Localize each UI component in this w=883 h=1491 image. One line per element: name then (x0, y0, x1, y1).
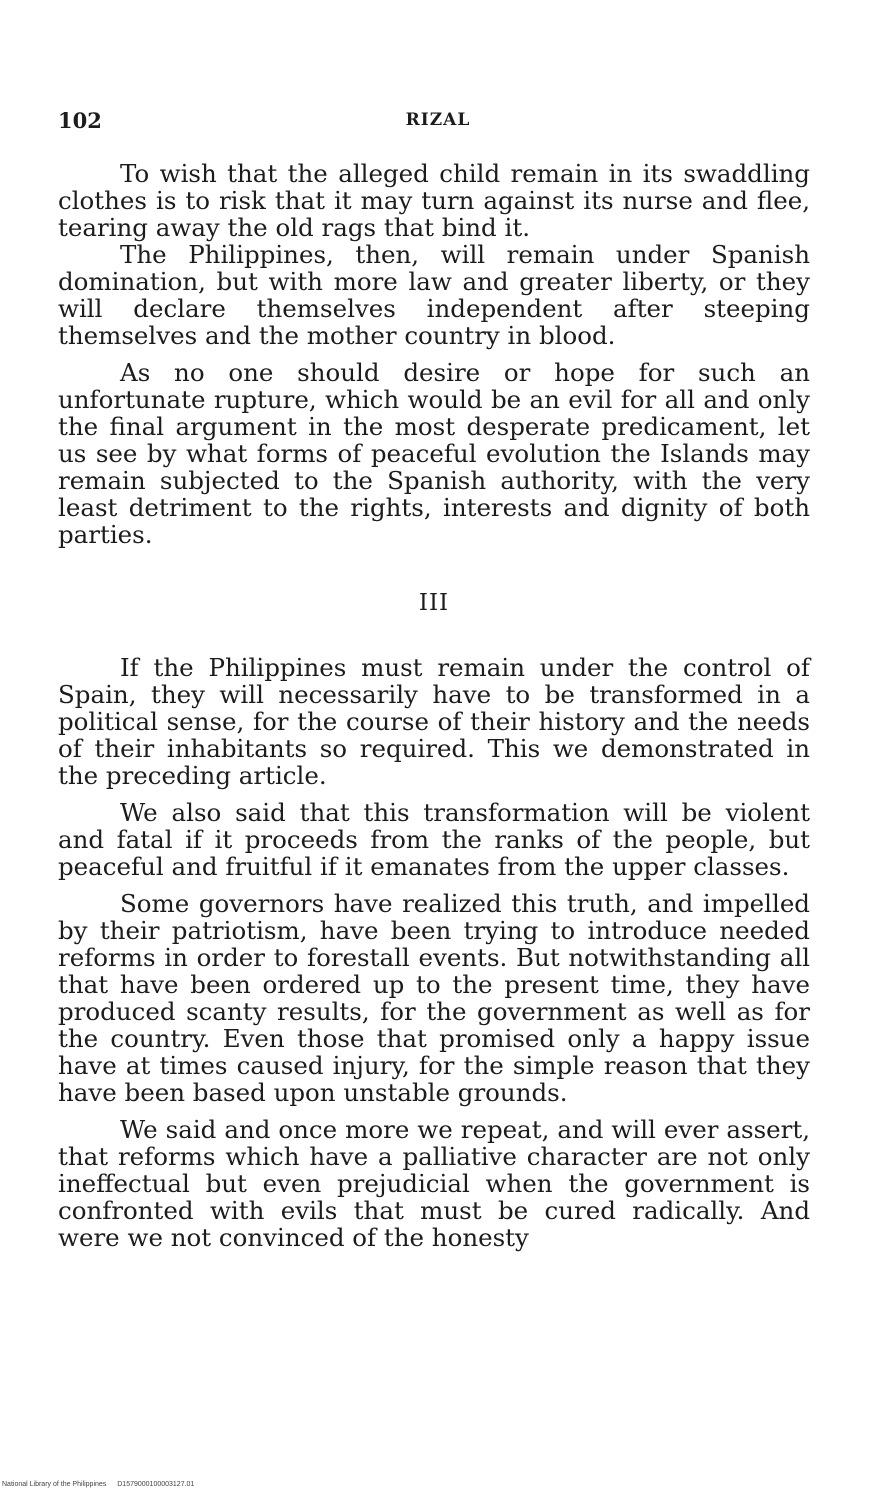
body-text (58, 160, 810, 1251)
scan-footer (2, 1481, 194, 1488)
section-heading: III (418, 590, 450, 616)
running-head: RIZAL (405, 110, 471, 130)
paragraph: Some governors have realized this truth, and impelled by their patriotism, have been trying to introduce needed reforms in order to forestall events. But notwithstanding all that have been ordered up to the present time, they have produced scanty results, for the government as well as for the country. Even those that promised only a happy issue have at times caused injury, for the simple reason that they have been based upon unstable grounds. (58, 889, 810, 1107)
library-credit: National Library of the Philippines (2, 1481, 107, 1488)
page-number: 102 (58, 108, 102, 133)
paragraph: As no one should desire or hope for such an unfortunate rupture, which would be an evil for all and only the final argument in the most desperate predicament, let us see by what forms of peaceful evolution the Islands may remain subjected to the Spanish authority, with the very least detriment to the rights, interests and dignity of both parties. (58, 358, 810, 549)
paragraph: If the Philippines must remain under the control of Spain, they will necessarily have to be transformed in a political sense, for the course of their history and the needs of their inhabitants so required. This we demonstrated in the preceding article. (58, 653, 810, 790)
paragraph: To wish that the alleged child remain in its swaddling clothes is to risk that it may turn against its nurse and flee, tearing away the old rags that bind it. (58, 159, 810, 242)
paragraph: The Philippines, then, will remain under Spanish domination, but with more law and greater liberty, or they will declare themselves independent after steeping themselves and the mother country in blood. (58, 240, 810, 350)
page-header (58, 108, 818, 138)
document-id: D1579000100003127.01 (117, 1481, 195, 1488)
paragraph: We said and once more we repeat, and will ever assert, that reforms which have a palliative character are not only ineffectual but even prejudicial when the government is confronted with evils that must be cured radically. And were we not convinced of the honesty (58, 1115, 810, 1252)
paragraph: We also said that this transformation will be violent and fatal if it proceeds from the ranks of the people, but peaceful and fruitful if it emanates from the upper classes. (58, 798, 810, 881)
